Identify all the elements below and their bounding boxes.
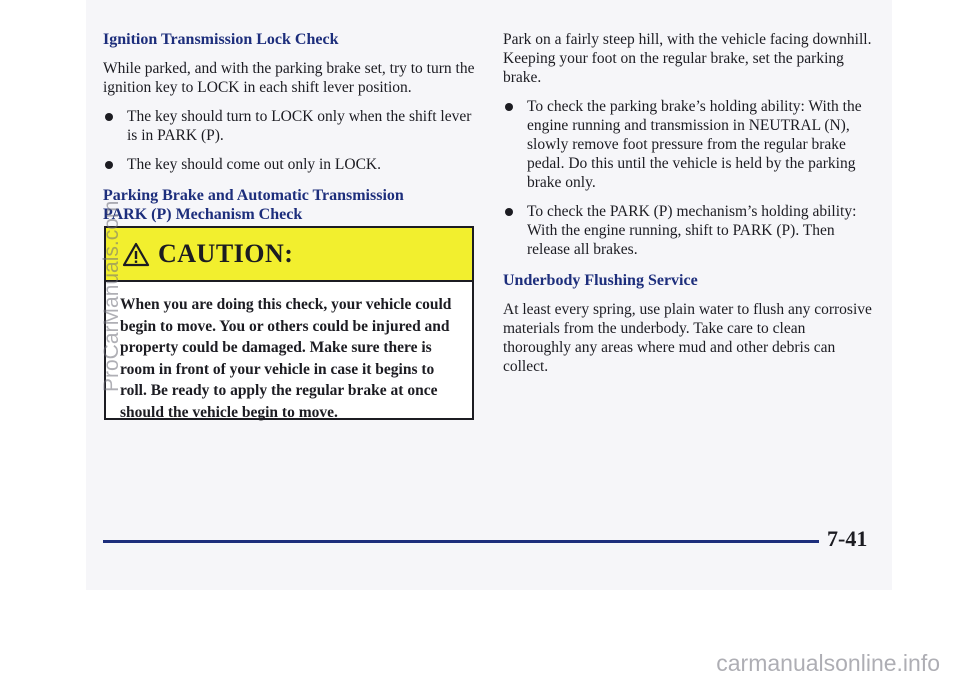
heading-underbody-flushing: Underbody Flushing Service xyxy=(503,272,698,289)
underbody-flushing-paragraph: At least every spring, use plain water to flush any corrosive materials from the underbody. Take care to clean thoroughly any areas where mud and other debris can collect. xyxy=(503,301,872,375)
caution-box xyxy=(104,226,474,420)
page-number: 7-41 xyxy=(827,526,868,551)
right-column xyxy=(503,30,875,376)
heading-line: Parking Brake and Automatic Transmission xyxy=(103,187,404,204)
bullet-item xyxy=(103,107,475,145)
watermark-side: ProCarManuals.com xyxy=(100,200,123,392)
park-on-hill-paragraph: Park on a fairly steep hill, with the vehicle facing downhill. Keeping your foot on the regular brake, set the parking brake. xyxy=(503,31,872,86)
warning-triangle-icon xyxy=(122,242,150,267)
watermark-bottom: carmanualsonline.info xyxy=(716,650,940,676)
ignition-check-paragraph: While parked, and with the parking brake set, try to turn the ignition key to LOCK in each shift lever position. xyxy=(103,60,475,96)
left-column xyxy=(103,30,475,224)
caution-text: When you are doing this check, your vehicle could begin to move. You or others could be injured and property could be damaged. Make sure there is room in front of your vehicle in case it begins to roll. Be ready to apply the regular brake at once should the vehicle begin to move. xyxy=(120,296,452,421)
bullet-text: The key should turn to LOCK only when the shift lever is in PARK (P). xyxy=(127,108,472,144)
bullet-item xyxy=(103,155,475,174)
bullet-item xyxy=(503,202,875,259)
bullet-text: To check the parking brake’s holding ability: With the engine running and transmission in NEUTRAL (N), slowly remove foot pressure from the regular brake pedal. Do this until the vehicle is held by the parking brake only. xyxy=(527,98,862,191)
bullet-text: To check the PARK (P) mechanism’s holding ability: With the engine running, shift to PARK (P). Then release all brakes. xyxy=(527,203,857,258)
heading-ignition-lock-check: Ignition Transmission Lock Check xyxy=(103,31,339,48)
heading-parking-brake-check xyxy=(103,186,475,224)
bullet-icon xyxy=(505,103,513,111)
footer-rule xyxy=(103,540,819,543)
caution-title: CAUTION: xyxy=(158,239,294,268)
caution-header xyxy=(106,228,472,282)
bullet-icon xyxy=(105,161,113,169)
bullet-text: The key should come out only in LOCK. xyxy=(127,156,381,173)
heading-line: PARK (P) Mechanism Check xyxy=(103,206,303,223)
bullet-item xyxy=(503,97,875,192)
bullet-icon xyxy=(505,208,513,216)
bullet-icon xyxy=(105,113,113,121)
